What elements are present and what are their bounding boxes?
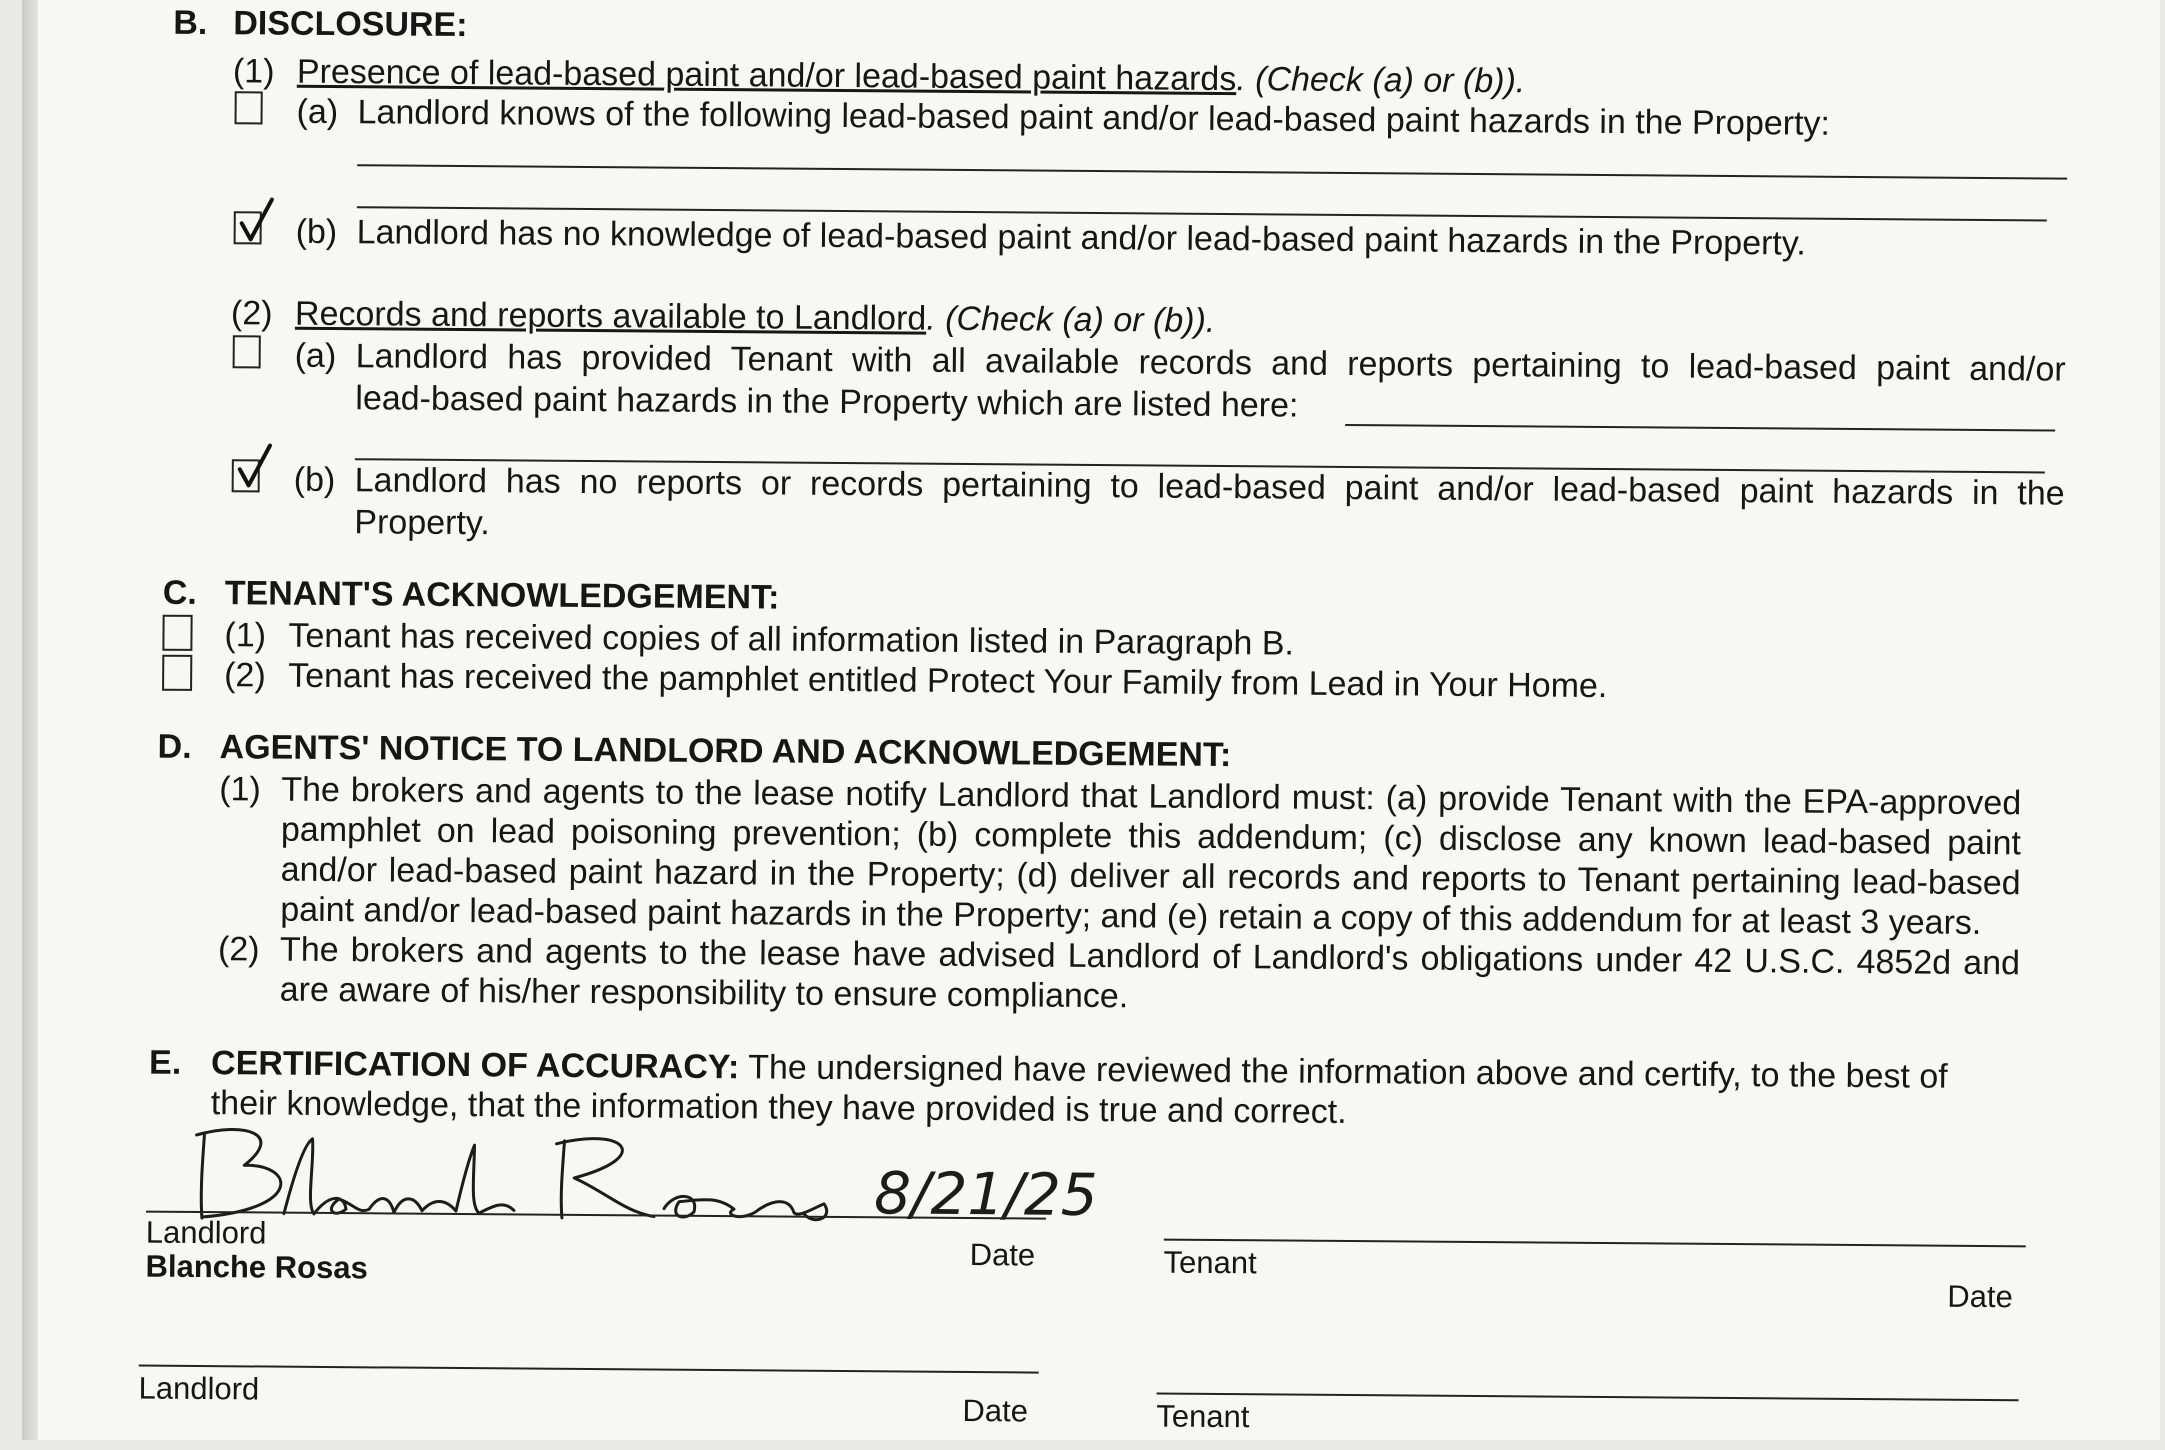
- section-b-title: DISCLOSURE:: [233, 4, 468, 45]
- d2-text-line-1: The brokers and agents to the lease have advised Landlord of Landlord's obligations under 42 U.S.C. 4852d and: [279, 930, 2021, 983]
- section-e-text-1: The undersigned have reviewed the information above and certify, to the best of: [748, 1048, 1948, 1096]
- d2-text-line-2: are aware of his/her responsibility to ensure compliance.: [279, 970, 1129, 1016]
- b1a-text: Landlord knows of the following lead-based paint and/or lead-based paint hazards in the Property:: [357, 93, 1831, 143]
- c1-number: (1): [224, 616, 267, 655]
- b2-number: (2): [230, 294, 273, 333]
- b1a-label: (a): [296, 92, 339, 132]
- d1-text-line-4: paint and/or lead-based paint hazards in the Property; and (e) retain a copy of this addendum for at least 3 years.: [280, 890, 1982, 942]
- b2a-checkbox[interactable]: [233, 335, 261, 368]
- landlord2-label: Landlord: [138, 1370, 260, 1407]
- landlord2-signature-line: [139, 1365, 1039, 1374]
- c2-text: Tenant has received the pamphlet entitled Protect Your Family from Lead in Your Home.: [288, 656, 1608, 706]
- b2-heading: Records and reports available to Landlord: [294, 294, 927, 338]
- b1-instruction: . (Check (a) or (b)).: [1236, 60, 1526, 101]
- c1-checkbox[interactable]: [162, 615, 192, 651]
- b2-heading-line: [295, 294, 1216, 341]
- b1b-label: (b): [295, 212, 338, 252]
- tenant1-label: Tenant: [1163, 1244, 1257, 1281]
- landlord2-date-label: Date: [962, 1392, 1029, 1429]
- b2a-text-line-1: Landlord has provided Tenant with all available records and reports pertaining to lead-based paint and/or: [355, 337, 2066, 389]
- landlord-handwritten-signature: [174, 1113, 1098, 1240]
- d1-text-line-1: The brokers and agents to the lease notify Landlord that Landlord must: (a) provide Tenant with the EPA-approved: [281, 770, 2022, 823]
- tenant2-signature-line: [1157, 1393, 2019, 1402]
- d2-number: (2): [217, 930, 260, 969]
- b2b-text-line-2: Property.: [354, 503, 490, 543]
- section-c-title: TENANT'S ACKNOWLEDGEMENT:: [224, 574, 780, 617]
- d1-text-line-2: pamphlet on lead poisoning prevention; (b) complete this addendum; (c) disclose any known lead-based paint: [280, 810, 2022, 863]
- b2a-text-line-2: lead-based paint hazards in the Property which are listed here:: [355, 379, 1299, 425]
- tenant2-label: Tenant: [1156, 1398, 1250, 1435]
- b2-instruction: . (Check (a) or (b)).: [926, 299, 1216, 340]
- section-d-letter: D.: [157, 727, 192, 766]
- section-e-text-line-2: their knowledge, that the information they have provided is true and correct.: [210, 1084, 1347, 1132]
- b1a-checkbox[interactable]: [235, 91, 263, 124]
- c2-checkbox[interactable]: [162, 655, 192, 691]
- b2a-label: (a): [294, 336, 337, 376]
- landlord1-name: Blanche Rosas: [145, 1248, 368, 1286]
- b2b-text-line-1: Landlord has no reports or records pertaining to lead-based paint and/or lead-based paint hazards in the: [354, 461, 2065, 513]
- b1-number: (1): [232, 52, 275, 91]
- tenant1-signature-line: [1164, 1239, 2026, 1248]
- section-b-letter: B.: [173, 3, 208, 43]
- b1a-fill-line-1: [357, 164, 2067, 179]
- landlord1-label: Landlord: [145, 1214, 267, 1251]
- tenant1-date-label: Date: [1947, 1278, 2013, 1315]
- b2b-label: (b): [293, 460, 336, 500]
- document-page: [38, 0, 2160, 1440]
- b2a-fill-line-1: [1345, 424, 2055, 432]
- document-content: [32, 0, 2165, 1450]
- section-d-title: AGENTS' NOTICE TO LANDLORD AND ACKNOWLEDGEMENT:: [219, 728, 1232, 775]
- c1-text: Tenant has received copies of all information listed in Paragraph B.: [288, 616, 1295, 663]
- landlord-handwritten-date: 8/21/25: [873, 1159, 1098, 1230]
- b1b-text: Landlord has no knowledge of lead-based paint and/or lead-based paint hazards in the Property.: [356, 213, 1806, 263]
- section-c-letter: C.: [162, 573, 197, 612]
- b1-heading: Presence of lead-based paint and/or lead-based paint hazards: [296, 52, 1237, 99]
- b1b-checkmark-icon: [236, 197, 276, 243]
- d1-number: (1): [219, 770, 261, 809]
- section-e-title: CERTIFICATION OF ACCURACY:: [210, 1044, 740, 1087]
- section-e-letter: E.: [148, 1043, 182, 1082]
- landlord1-date-label: Date: [969, 1237, 1036, 1273]
- d1-text-line-3: and/or lead-based paint hazard in the Property; (d) deliver all records and reports to Tenant pertaining lead-based: [280, 850, 2021, 903]
- c2-number: (2): [224, 656, 266, 695]
- b2b-checkmark-icon: [234, 443, 274, 489]
